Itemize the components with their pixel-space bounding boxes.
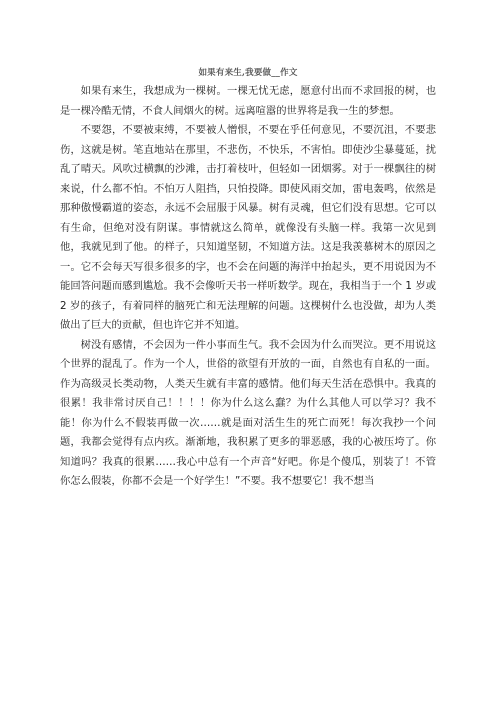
document-body xyxy=(60,82,436,492)
paragraph-3: 树没有感情，不会因为一件小事而生气。我不会因为什么而哭泣。更不用说这个世界的混乱了。作为一个人，世俗的欲望有开放的一面，自然也有自私的一面。作为高级灵长类动物，人类天生就有丰富的感情。他们每天生活在恐惧中。我真的很累！我非常讨厌自己！！！！你为什么这么蠢？为什么其他人可以学习？我不能！你为什么不假装再做一次……就是面对活生生的死亡而死！每次我抄一个问题，我都会觉得有点内疚。渐渐地，我积累了更多的罪恶感，我的心被压垮了。你知道吗？我真的很累……我心中总有一个声音“好吧。你是个傻瓜，别装了！不管你怎么假装，你都不会是一个好学生！”不要。我不想要它！我不想当 xyxy=(60,338,436,487)
paragraph-2: 不要怨，不要被束缚，不要被人憎恨，不要在乎任何意见，不要沉沮，不要悲伤，这就是树。笔直地站在那里，不悲伤，不快乐，不害怕。即使沙尘暴蔓延，扰乱了晴天。风吹过横飘的沙滩，击打着枝叶，但轻如一团烟雾。对于一棵飘往的树来说，什么都不怕。不怕万人阻挡，只怕投降。即使风雨交加，雷电轰鸣，依然是那种傲慢霸道的姿态，永远不会屈服于风暴。树有灵魂，但它们没有思想。它可以有生命，但绝对没有阴谋。事情就这么简单，就像没有头脑一样。我第一次见到他，我就见到了他。的样子，只知道坚韧，不知道方法。这是我羡慕树木的原因之一。它不会每天写很多很多的字，也不会在问题的海洋中抬起头，更不用说因为不能回答问题而感到尴尬。我不会像听天书一样听数学。现在，我相当于一个 1 岁或 2 岁的孩子，有着同样的脑死亡和无法理解的问题。这棵树什么也没做，却为人类做出了巨大的贡献，但也许它并不知道。 xyxy=(60,124,436,331)
document-title: 如果有来生,我要做__作文 xyxy=(198,68,298,78)
paragraph-1: 如果有来生，我想成为一棵树。一棵无忧无虑，愿意付出而不求回报的树，也是一棵冷酷无情，不食人间烟火的树。远离喧嚣的世界将是我一生的梦想。 xyxy=(60,85,436,117)
